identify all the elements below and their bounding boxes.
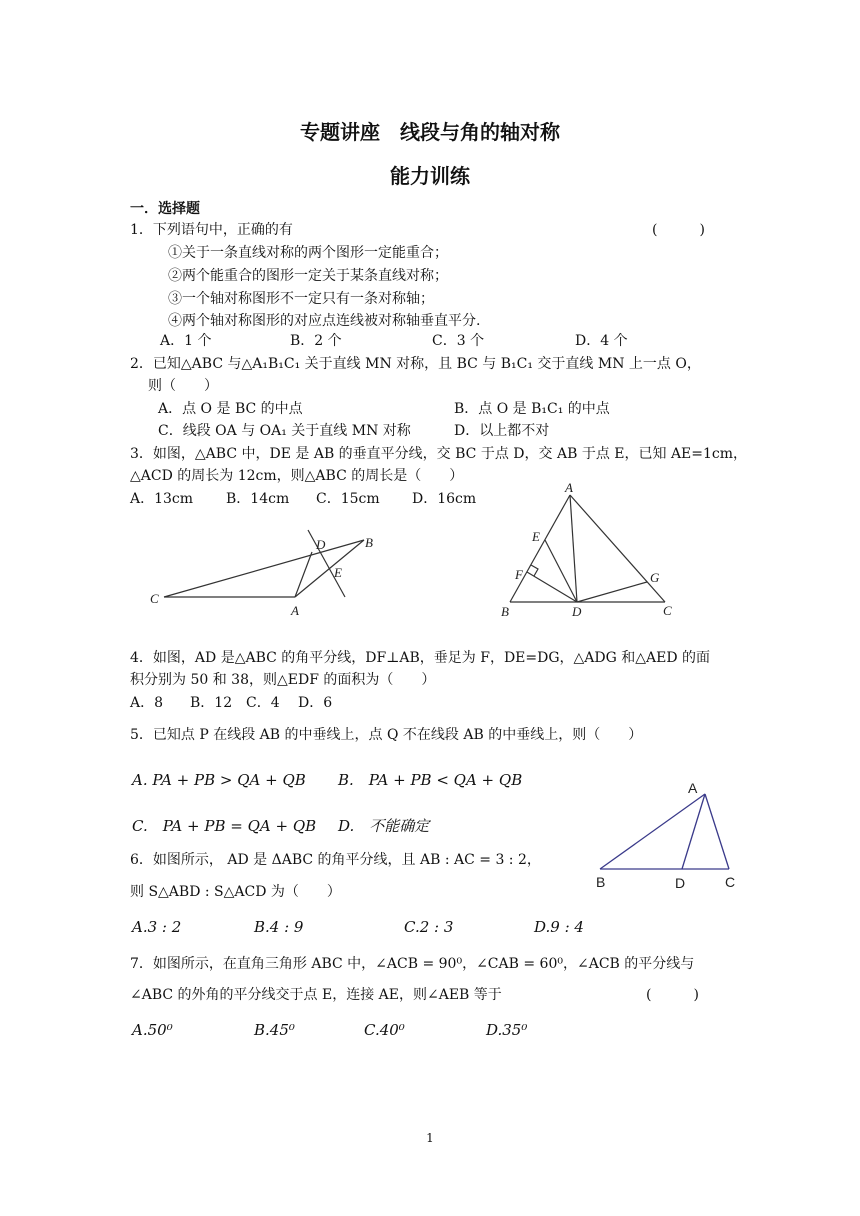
q4-option-c: C．4 xyxy=(246,695,280,711)
q4-option-a: A．8 xyxy=(130,695,164,711)
q6-line-2: 则 S△ABD : S△ACD 为（ ） xyxy=(130,884,341,900)
fig4-label-c: C xyxy=(663,603,672,618)
fig4-label-f: F xyxy=(515,567,523,582)
fig3-label-b: B xyxy=(365,535,373,550)
q7-answer-paren: ( ) xyxy=(646,987,699,1003)
fig4-label-d: D xyxy=(572,604,582,619)
q7-line-1: 7．如图所示，在直角三角形 ABC 中，∠ACB = 90⁰，∠CAB = 60⁰，∠ACB 的平分线与 xyxy=(130,956,695,972)
fig4-label-g: G xyxy=(650,570,660,585)
q1-option-d: D．4 个 xyxy=(575,333,628,349)
q6-figure xyxy=(588,778,748,893)
q1-item-2: ②两个能重合的图形一定关于某条直线对称； xyxy=(168,268,448,284)
q1-item-4: ④两个轴对称图形的对应点连线被对称轴垂直平分. xyxy=(168,313,481,329)
page-title: 专题讲座 线段与角的轴对称 xyxy=(300,120,560,144)
q7-option-c: C.40⁰ xyxy=(364,1021,405,1039)
fig4-label-e: E xyxy=(532,529,540,544)
q6-option-c: C.2 : 3 xyxy=(404,918,454,936)
q6-option-b: B.4 : 9 xyxy=(254,918,304,936)
q5-option-d: D. 不能确定 xyxy=(338,817,430,835)
q7-line-2: ∠ABC 的外角的平分线交于点 E，连接 AE，则∠AEB 等于 xyxy=(130,987,502,1003)
fig3-label-e: E xyxy=(334,565,342,580)
fig4-label-b: B xyxy=(501,604,509,619)
q4-line-1: 4．如图，AD 是△ABC 的角平分线，DF⊥AB，垂足为 F，DE=DG，△ADG 和△AED 的面 xyxy=(130,650,711,666)
q3-option-c: C．15cm xyxy=(316,491,380,507)
q1-item-1: ①关于一条直线对称的两个图形一定能重合； xyxy=(168,245,448,261)
q1-option-b: B．2 个 xyxy=(290,333,342,349)
q1-option-c: C．3 个 xyxy=(432,333,485,349)
q5-option-b: B. PA + PB < QA + QB xyxy=(338,771,523,789)
q1-stem: 1．下列语句中，正确的有 xyxy=(130,222,293,238)
q5-line-1: 5．已知点 P 在线段 AB 的中垂线上，点 Q 不在线段 AB 的中垂线上，则（ ） xyxy=(130,727,643,743)
q6-option-d: D.9 : 4 xyxy=(534,918,584,936)
q4-line-2: 积分别为 50 和 38，则△EDF 的面积为（ ） xyxy=(130,672,436,688)
q3-option-a: A．13cm xyxy=(130,491,194,507)
q2-option-d: D．以上都不对 xyxy=(454,423,550,439)
fig4-label-a: A xyxy=(565,480,573,495)
q1-item-3: ③一个轴对称图形不一定只有一条对称轴； xyxy=(168,291,434,307)
page-subtitle: 能力训练 xyxy=(390,164,470,188)
fig3-label-a: A xyxy=(291,603,299,618)
q5-option-a: A. PA + PB > QA + QB xyxy=(132,771,306,789)
fig3-label-c: C xyxy=(150,591,159,606)
q3-figure xyxy=(140,525,373,620)
fig3-label-d: D xyxy=(316,537,326,552)
q3-line-1: 3．如图，△ABC 中，DE 是 AB 的垂直平分线，交 BC 于点 D，交 AB 于点 E，已知 AE=1cm， xyxy=(130,446,748,462)
q2-option-c: C．线段 OA 与 OA₁ 关于直线 MN 对称 xyxy=(158,423,411,439)
q7-option-a: A.50⁰ xyxy=(132,1021,173,1039)
q3-option-d: D．16cm xyxy=(412,491,477,507)
q1-answer-paren: ( ) xyxy=(652,222,705,238)
q2-line-1: 2．已知△ABC 与△A₁B₁C₁ 关于直线 MN 对称，且 BC 与 B₁C₁ 交于直线 MN 上一点 O， xyxy=(130,356,701,372)
q4-option-b: B．12 xyxy=(190,695,233,711)
q1-option-a: A．1 个 xyxy=(160,333,212,349)
q4-figure xyxy=(495,480,685,620)
q5-option-c: C. PA + PB = QA + QB xyxy=(132,817,317,835)
q6-line-1: 6．如图所示， AD 是 ΔABC 的角平分线，且 AB : AC = 3 : 2， xyxy=(130,852,541,868)
q6-option-a: A.3 : 2 xyxy=(132,918,182,936)
fig6-label-b: B xyxy=(596,874,606,890)
q2-option-a: A．点 O 是 BC 的中点 xyxy=(158,401,303,417)
q2-line-2: 则（ ） xyxy=(148,378,218,394)
fig6-label-c: C xyxy=(725,874,736,890)
q3-option-b: B．14cm xyxy=(226,491,290,507)
q3-line-2: △ACD 的周长为 12cm，则△ABC 的周长是（ ） xyxy=(130,468,464,484)
q7-option-d: D.35⁰ xyxy=(486,1021,528,1039)
section-heading: 一．选择题 xyxy=(130,201,200,217)
q7-option-b: B.45⁰ xyxy=(254,1021,295,1039)
q2-option-b: B．点 O 是 B₁C₁ 的中点 xyxy=(454,401,610,417)
q4-option-d: D．6 xyxy=(298,695,333,711)
fig6-label-d: D xyxy=(675,875,686,891)
fig6-label-a: A xyxy=(688,780,698,796)
page-number: 1 xyxy=(426,1131,434,1145)
